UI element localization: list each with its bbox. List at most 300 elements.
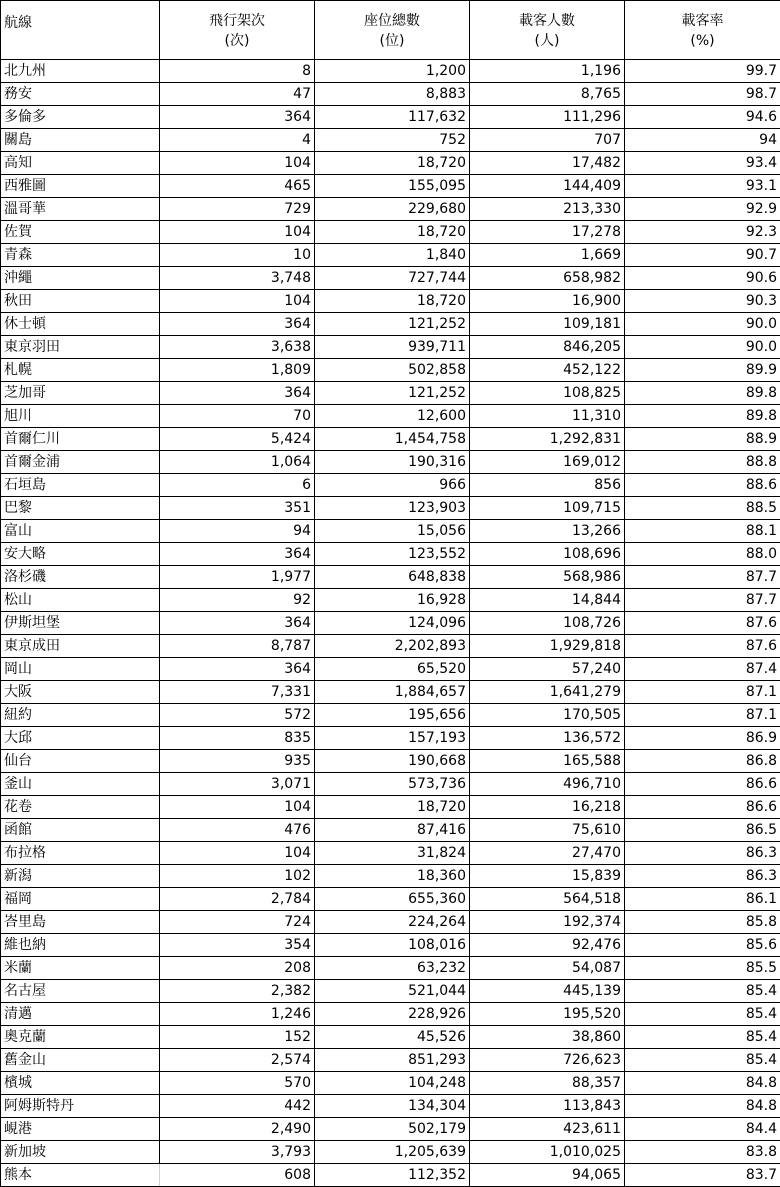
flights-cell[interactable]: 5,424 (160, 428, 315, 451)
header-load-factor[interactable] (625, 1, 780, 60)
passengers-cell[interactable]: 136,572 (470, 727, 625, 750)
load-factor-cell[interactable]: 88.1 (625, 520, 780, 543)
seats-cell[interactable]: 190,668 (315, 750, 470, 773)
passengers-cell[interactable]: 169,012 (470, 451, 625, 474)
route-cell[interactable]: 青森 (1, 244, 160, 267)
table-row (1, 796, 780, 819)
seats-cell[interactable]: 123,903 (315, 497, 470, 520)
passengers-cell[interactable]: 27,470 (470, 842, 625, 865)
route-cell[interactable]: 釜山 (1, 773, 160, 796)
load-factor-cell[interactable]: 88.6 (625, 474, 780, 497)
seats-cell[interactable]: 123,552 (315, 543, 470, 566)
flights-cell[interactable]: 364 (160, 612, 315, 635)
seats-cell[interactable]: 521,044 (315, 980, 470, 1003)
flights-cell[interactable]: 572 (160, 704, 315, 727)
route-cell[interactable]: 米蘭 (1, 957, 160, 980)
route-cell[interactable]: 新加坡 (1, 1141, 160, 1164)
route-cell[interactable]: 清邁 (1, 1003, 160, 1026)
passengers-cell[interactable]: 170,505 (470, 704, 625, 727)
passengers-cell[interactable]: 15,839 (470, 865, 625, 888)
table-row (1, 520, 780, 543)
route-cell[interactable]: 溫哥華 (1, 198, 160, 221)
flights-cell[interactable]: 1,977 (160, 566, 315, 589)
flights-cell[interactable]: 351 (160, 497, 315, 520)
flights-cell[interactable]: 364 (160, 106, 315, 129)
load-factor-cell[interactable]: 86.6 (625, 773, 780, 796)
table-row (1, 1072, 780, 1095)
load-factor-cell[interactable]: 89.8 (625, 405, 780, 428)
passengers-cell[interactable]: 75,610 (470, 819, 625, 842)
table-row (1, 842, 780, 865)
passengers-cell[interactable]: 108,726 (470, 612, 625, 635)
load-factor-cell[interactable]: 90.0 (625, 336, 780, 359)
flights-cell[interactable]: 8,787 (160, 635, 315, 658)
flights-cell[interactable]: 465 (160, 175, 315, 198)
route-cell[interactable]: 仙台 (1, 750, 160, 773)
seats-cell[interactable]: 18,360 (315, 865, 470, 888)
seats-cell[interactable]: 12,600 (315, 405, 470, 428)
flights-cell[interactable]: 3,748 (160, 267, 315, 290)
flights-cell[interactable]: 364 (160, 543, 315, 566)
seats-cell[interactable]: 655,360 (315, 888, 470, 911)
seats-cell[interactable]: 104,248 (315, 1072, 470, 1095)
load-factor-cell[interactable]: 85.4 (625, 1003, 780, 1026)
flights-cell[interactable]: 1,064 (160, 451, 315, 474)
load-factor-cell[interactable]: 86.1 (625, 888, 780, 911)
flights-cell[interactable]: 70 (160, 405, 315, 428)
table-row (1, 106, 780, 129)
seats-cell[interactable]: 195,656 (315, 704, 470, 727)
load-factor-cell[interactable]: 94.6 (625, 106, 780, 129)
table-row (1, 60, 780, 83)
passengers-cell[interactable]: 88,357 (470, 1072, 625, 1095)
flights-cell[interactable]: 364 (160, 313, 315, 336)
table-row (1, 1141, 780, 1164)
load-factor-cell[interactable]: 89.8 (625, 382, 780, 405)
passengers-cell[interactable]: 726,623 (470, 1049, 625, 1072)
table-row (1, 290, 780, 313)
passengers-cell[interactable]: 109,715 (470, 497, 625, 520)
table-row (1, 957, 780, 980)
table-row (1, 658, 780, 681)
route-cell[interactable]: 舊金山 (1, 1049, 160, 1072)
route-cell[interactable]: 首爾仁川 (1, 428, 160, 451)
flights-cell[interactable]: 152 (160, 1026, 315, 1049)
flights-cell[interactable]: 104 (160, 796, 315, 819)
flights-cell[interactable]: 442 (160, 1095, 315, 1118)
seats-cell[interactable]: 87,416 (315, 819, 470, 842)
passengers-cell[interactable]: 113,843 (470, 1095, 625, 1118)
seats-cell[interactable]: 155,095 (315, 175, 470, 198)
seats-cell[interactable]: 31,824 (315, 842, 470, 865)
flights-cell[interactable]: 2,574 (160, 1049, 315, 1072)
route-cell[interactable]: 東京羽田 (1, 336, 160, 359)
route-cell[interactable]: 芝加哥 (1, 382, 160, 405)
seats-cell[interactable]: 18,720 (315, 221, 470, 244)
table-row (1, 566, 780, 589)
header-seats-unit: (位) (318, 31, 466, 51)
route-cell[interactable]: 熊本 (1, 1164, 160, 1187)
load-factor-cell[interactable]: 94 (625, 129, 780, 152)
passengers-cell[interactable]: 452,122 (470, 359, 625, 382)
passengers-cell[interactable]: 108,696 (470, 543, 625, 566)
load-factor-cell[interactable]: 92.3 (625, 221, 780, 244)
load-factor-cell[interactable]: 87.1 (625, 681, 780, 704)
table-row (1, 934, 780, 957)
flights-cell[interactable]: 724 (160, 911, 315, 934)
table-row (1, 244, 780, 267)
header-flights-label: 飛行架次 (163, 11, 311, 31)
table-row (1, 313, 780, 336)
passengers-cell[interactable]: 13,266 (470, 520, 625, 543)
passengers-cell[interactable]: 16,218 (470, 796, 625, 819)
seats-cell[interactable]: 18,720 (315, 290, 470, 313)
header-seats-label: 座位總數 (318, 11, 466, 31)
passengers-cell[interactable]: 17,278 (470, 221, 625, 244)
seats-cell[interactable]: 121,252 (315, 313, 470, 336)
table-body (1, 60, 780, 1187)
passengers-cell[interactable]: 846,205 (470, 336, 625, 359)
load-factor-cell[interactable]: 90.0 (625, 313, 780, 336)
load-factor-cell[interactable]: 84.4 (625, 1118, 780, 1141)
seats-cell[interactable]: 63,232 (315, 957, 470, 980)
flights-cell[interactable]: 10 (160, 244, 315, 267)
route-cell[interactable]: 札幌 (1, 359, 160, 382)
flights-cell[interactable]: 47 (160, 83, 315, 106)
flights-cell[interactable]: 2,490 (160, 1118, 315, 1141)
table-row (1, 543, 780, 566)
passengers-cell[interactable]: 57,240 (470, 658, 625, 681)
passengers-cell[interactable]: 564,518 (470, 888, 625, 911)
passengers-cell[interactable]: 54,087 (470, 957, 625, 980)
table-row (1, 819, 780, 842)
table-row (1, 865, 780, 888)
load-factor-cell[interactable]: 99.7 (625, 60, 780, 83)
route-cell[interactable]: 紐約 (1, 704, 160, 727)
route-cell[interactable]: 名古屋 (1, 980, 160, 1003)
route-cell[interactable]: 峇里島 (1, 911, 160, 934)
header-row (1, 1, 780, 60)
route-cell[interactable]: 旭川 (1, 405, 160, 428)
route-cell[interactable]: 佐賀 (1, 221, 160, 244)
seats-cell[interactable]: 108,016 (315, 934, 470, 957)
load-factor-cell[interactable]: 83.7 (625, 1164, 780, 1187)
load-factor-cell[interactable]: 98.7 (625, 83, 780, 106)
flights-cell[interactable]: 476 (160, 819, 315, 842)
flights-cell[interactable]: 364 (160, 382, 315, 405)
table-row (1, 267, 780, 290)
table-row (1, 589, 780, 612)
route-cell[interactable]: 福岡 (1, 888, 160, 911)
flights-cell[interactable]: 608 (160, 1164, 315, 1187)
seats-cell[interactable]: 573,736 (315, 773, 470, 796)
route-cell[interactable]: 阿姆斯特丹 (1, 1095, 160, 1118)
seats-cell[interactable]: 16,928 (315, 589, 470, 612)
route-cell[interactable]: 伊斯坦堡 (1, 612, 160, 635)
header-load-factor-unit: (%) (628, 31, 777, 51)
seats-cell[interactable]: 939,711 (315, 336, 470, 359)
route-cell[interactable]: 富山 (1, 520, 160, 543)
passengers-cell[interactable]: 856 (470, 474, 625, 497)
seats-cell[interactable]: 727,744 (315, 267, 470, 290)
load-factor-cell[interactable]: 93.1 (625, 175, 780, 198)
load-factor-cell[interactable]: 85.8 (625, 911, 780, 934)
passengers-cell[interactable]: 144,409 (470, 175, 625, 198)
passengers-cell[interactable]: 109,181 (470, 313, 625, 336)
passengers-cell[interactable]: 423,611 (470, 1118, 625, 1141)
table-row (1, 83, 780, 106)
seats-cell[interactable]: 502,858 (315, 359, 470, 382)
flights-cell[interactable]: 92 (160, 589, 315, 612)
table-row (1, 888, 780, 911)
passengers-cell[interactable]: 14,844 (470, 589, 625, 612)
table-row (1, 474, 780, 497)
flights-cell[interactable]: 4 (160, 129, 315, 152)
passengers-cell[interactable]: 92,476 (470, 934, 625, 957)
passengers-cell[interactable]: 11,310 (470, 405, 625, 428)
table-row (1, 911, 780, 934)
flights-cell[interactable]: 102 (160, 865, 315, 888)
route-cell[interactable]: 高知 (1, 152, 160, 175)
seats-cell[interactable]: 121,252 (315, 382, 470, 405)
table-row (1, 405, 780, 428)
route-cell[interactable]: 石垣島 (1, 474, 160, 497)
seats-cell[interactable]: 157,193 (315, 727, 470, 750)
flights-cell[interactable]: 7,331 (160, 681, 315, 704)
seats-cell[interactable]: 8,883 (315, 83, 470, 106)
load-factor-cell[interactable]: 87.7 (625, 589, 780, 612)
table-row (1, 635, 780, 658)
passengers-cell[interactable]: 94,065 (470, 1164, 625, 1187)
route-cell[interactable]: 新潟 (1, 865, 160, 888)
seats-cell[interactable]: 851,293 (315, 1049, 470, 1072)
flights-cell[interactable]: 94 (160, 520, 315, 543)
load-factor-cell[interactable]: 84.8 (625, 1095, 780, 1118)
load-factor-cell[interactable]: 85.4 (625, 980, 780, 1003)
load-factor-cell[interactable]: 87.7 (625, 566, 780, 589)
passengers-cell[interactable]: 568,986 (470, 566, 625, 589)
table-row (1, 750, 780, 773)
load-factor-cell[interactable]: 86.8 (625, 750, 780, 773)
passengers-cell[interactable]: 213,330 (470, 198, 625, 221)
seats-cell[interactable]: 752 (315, 129, 470, 152)
route-cell[interactable]: 奧克蘭 (1, 1026, 160, 1049)
passengers-cell[interactable]: 1,196 (470, 60, 625, 83)
seats-cell[interactable]: 45,526 (315, 1026, 470, 1049)
flights-cell[interactable]: 8 (160, 60, 315, 83)
flights-cell[interactable]: 354 (160, 934, 315, 957)
flights-cell[interactable]: 104 (160, 842, 315, 865)
seats-cell[interactable]: 18,720 (315, 152, 470, 175)
flights-cell[interactable]: 3,793 (160, 1141, 315, 1164)
load-factor-cell[interactable]: 87.6 (625, 612, 780, 635)
route-cell[interactable]: 岡山 (1, 658, 160, 681)
load-factor-cell[interactable]: 86.6 (625, 796, 780, 819)
flights-cell[interactable]: 1,809 (160, 359, 315, 382)
table-row (1, 175, 780, 198)
route-cell[interactable]: 檳城 (1, 1072, 160, 1095)
flights-cell[interactable]: 364 (160, 658, 315, 681)
table-row (1, 727, 780, 750)
load-factor-cell[interactable]: 84.8 (625, 1072, 780, 1095)
table-row (1, 497, 780, 520)
table-row (1, 704, 780, 727)
load-factor-cell[interactable]: 83.8 (625, 1141, 780, 1164)
seats-cell[interactable]: 2,202,893 (315, 635, 470, 658)
seats-cell[interactable]: 224,264 (315, 911, 470, 934)
flights-cell[interactable]: 2,382 (160, 980, 315, 1003)
header-passengers[interactable] (470, 1, 625, 60)
seats-cell[interactable]: 112,352 (315, 1164, 470, 1187)
load-factor-cell[interactable]: 90.6 (625, 267, 780, 290)
table-row (1, 612, 780, 635)
passengers-cell[interactable]: 496,710 (470, 773, 625, 796)
passengers-cell[interactable]: 38,860 (470, 1026, 625, 1049)
load-factor-cell[interactable]: 92.9 (625, 198, 780, 221)
load-factor-cell[interactable]: 88.0 (625, 543, 780, 566)
header-passengers-label: 載客人數 (473, 11, 621, 31)
route-cell[interactable]: 松山 (1, 589, 160, 612)
flights-cell[interactable]: 6 (160, 474, 315, 497)
seats-cell[interactable]: 229,680 (315, 198, 470, 221)
header-flights-unit: (次) (163, 31, 311, 51)
passengers-cell[interactable]: 165,588 (470, 750, 625, 773)
passengers-cell[interactable]: 707 (470, 129, 625, 152)
seats-cell[interactable]: 65,520 (315, 658, 470, 681)
route-cell[interactable]: 花卷 (1, 796, 160, 819)
flights-cell[interactable]: 935 (160, 750, 315, 773)
header-flights[interactable] (160, 1, 315, 60)
route-cell[interactable]: 沖繩 (1, 267, 160, 290)
seats-cell[interactable]: 502,179 (315, 1118, 470, 1141)
flights-cell[interactable]: 104 (160, 290, 315, 313)
load-factor-cell[interactable]: 90.7 (625, 244, 780, 267)
load-factor-cell[interactable]: 87.4 (625, 658, 780, 681)
flights-cell[interactable]: 3,638 (160, 336, 315, 359)
seats-cell[interactable]: 18,720 (315, 796, 470, 819)
table-row (1, 129, 780, 152)
seats-cell[interactable]: 190,316 (315, 451, 470, 474)
passengers-cell[interactable]: 17,482 (470, 152, 625, 175)
flights-cell[interactable]: 104 (160, 221, 315, 244)
header-passengers-unit: (人) (473, 31, 621, 51)
table-row (1, 773, 780, 796)
load-factor-cell[interactable]: 85.5 (625, 957, 780, 980)
seats-cell[interactable]: 117,632 (315, 106, 470, 129)
load-factor-cell[interactable]: 89.9 (625, 359, 780, 382)
table-row (1, 1118, 780, 1141)
header-route[interactable]: 航線 (1, 1, 160, 60)
load-factor-cell[interactable]: 88.5 (625, 497, 780, 520)
passengers-cell[interactable]: 111,296 (470, 106, 625, 129)
route-cell[interactable]: 大邱 (1, 727, 160, 750)
route-cell[interactable]: 洛杉磯 (1, 566, 160, 589)
seats-cell[interactable]: 1,200 (315, 60, 470, 83)
passengers-cell[interactable]: 108,825 (470, 382, 625, 405)
passengers-cell[interactable]: 1,010,025 (470, 1141, 625, 1164)
table-row (1, 1049, 780, 1072)
passengers-cell[interactable]: 195,520 (470, 1003, 625, 1026)
header-seats[interactable] (315, 1, 470, 60)
passengers-cell[interactable]: 16,900 (470, 290, 625, 313)
passengers-cell[interactable]: 1,292,831 (470, 428, 625, 451)
route-cell[interactable]: 秋田 (1, 290, 160, 313)
route-cell[interactable]: 大阪 (1, 681, 160, 704)
flights-cell[interactable]: 835 (160, 727, 315, 750)
table-row (1, 198, 780, 221)
seats-cell[interactable]: 1,884,657 (315, 681, 470, 704)
seats-cell[interactable]: 648,838 (315, 566, 470, 589)
load-factor-cell[interactable]: 85.4 (625, 1026, 780, 1049)
passengers-cell[interactable]: 658,982 (470, 267, 625, 290)
seats-cell[interactable]: 228,926 (315, 1003, 470, 1026)
route-cell[interactable]: 布拉格 (1, 842, 160, 865)
seats-cell[interactable]: 134,304 (315, 1095, 470, 1118)
passengers-cell[interactable]: 8,765 (470, 83, 625, 106)
load-factor-cell[interactable]: 90.3 (625, 290, 780, 313)
seats-cell[interactable]: 1,840 (315, 244, 470, 267)
seats-cell[interactable]: 966 (315, 474, 470, 497)
load-factor-cell[interactable]: 86.5 (625, 819, 780, 842)
load-factor-cell[interactable]: 88.8 (625, 451, 780, 474)
route-cell[interactable]: 峴港 (1, 1118, 160, 1141)
load-factor-cell[interactable]: 87.1 (625, 704, 780, 727)
load-factor-cell[interactable]: 87.6 (625, 635, 780, 658)
route-cell[interactable]: 關島 (1, 129, 160, 152)
flights-cell[interactable]: 2,784 (160, 888, 315, 911)
route-cell[interactable]: 函館 (1, 819, 160, 842)
flights-cell[interactable]: 729 (160, 198, 315, 221)
route-cell[interactable]: 休士頓 (1, 313, 160, 336)
load-factor-cell[interactable]: 86.9 (625, 727, 780, 750)
route-cell[interactable]: 維也納 (1, 934, 160, 957)
load-factor-cell[interactable]: 86.3 (625, 842, 780, 865)
seats-cell[interactable]: 124,096 (315, 612, 470, 635)
seats-cell[interactable]: 1,205,639 (315, 1141, 470, 1164)
route-cell[interactable]: 多倫多 (1, 106, 160, 129)
passengers-cell[interactable]: 192,374 (470, 911, 625, 934)
table-row (1, 336, 780, 359)
flights-cell[interactable]: 1,246 (160, 1003, 315, 1026)
header-load-factor-label: 載客率 (628, 11, 777, 31)
load-factor-cell[interactable]: 85.4 (625, 1049, 780, 1072)
route-cell[interactable]: 巴黎 (1, 497, 160, 520)
route-cell[interactable]: 務安 (1, 83, 160, 106)
seats-cell[interactable]: 15,056 (315, 520, 470, 543)
flights-cell[interactable]: 104 (160, 152, 315, 175)
route-cell[interactable]: 安大略 (1, 543, 160, 566)
route-cell[interactable]: 西雅圖 (1, 175, 160, 198)
route-cell[interactable]: 東京成田 (1, 635, 160, 658)
passengers-cell[interactable]: 1,929,818 (470, 635, 625, 658)
route-cell[interactable]: 北九州 (1, 60, 160, 83)
load-factor-cell[interactable]: 93.4 (625, 152, 780, 175)
seats-cell[interactable]: 1,454,758 (315, 428, 470, 451)
passengers-cell[interactable]: 1,669 (470, 244, 625, 267)
flights-cell[interactable]: 3,071 (160, 773, 315, 796)
table-row (1, 428, 780, 451)
route-cell[interactable]: 首爾金浦 (1, 451, 160, 474)
table-row (1, 1003, 780, 1026)
load-factor-cell[interactable]: 85.6 (625, 934, 780, 957)
load-factor-cell[interactable]: 88.9 (625, 428, 780, 451)
flights-cell[interactable]: 208 (160, 957, 315, 980)
passengers-cell[interactable]: 1,641,279 (470, 681, 625, 704)
load-factor-cell[interactable]: 86.3 (625, 865, 780, 888)
flights-cell[interactable]: 570 (160, 1072, 315, 1095)
table-row (1, 980, 780, 1003)
passengers-cell[interactable]: 445,139 (470, 980, 625, 1003)
